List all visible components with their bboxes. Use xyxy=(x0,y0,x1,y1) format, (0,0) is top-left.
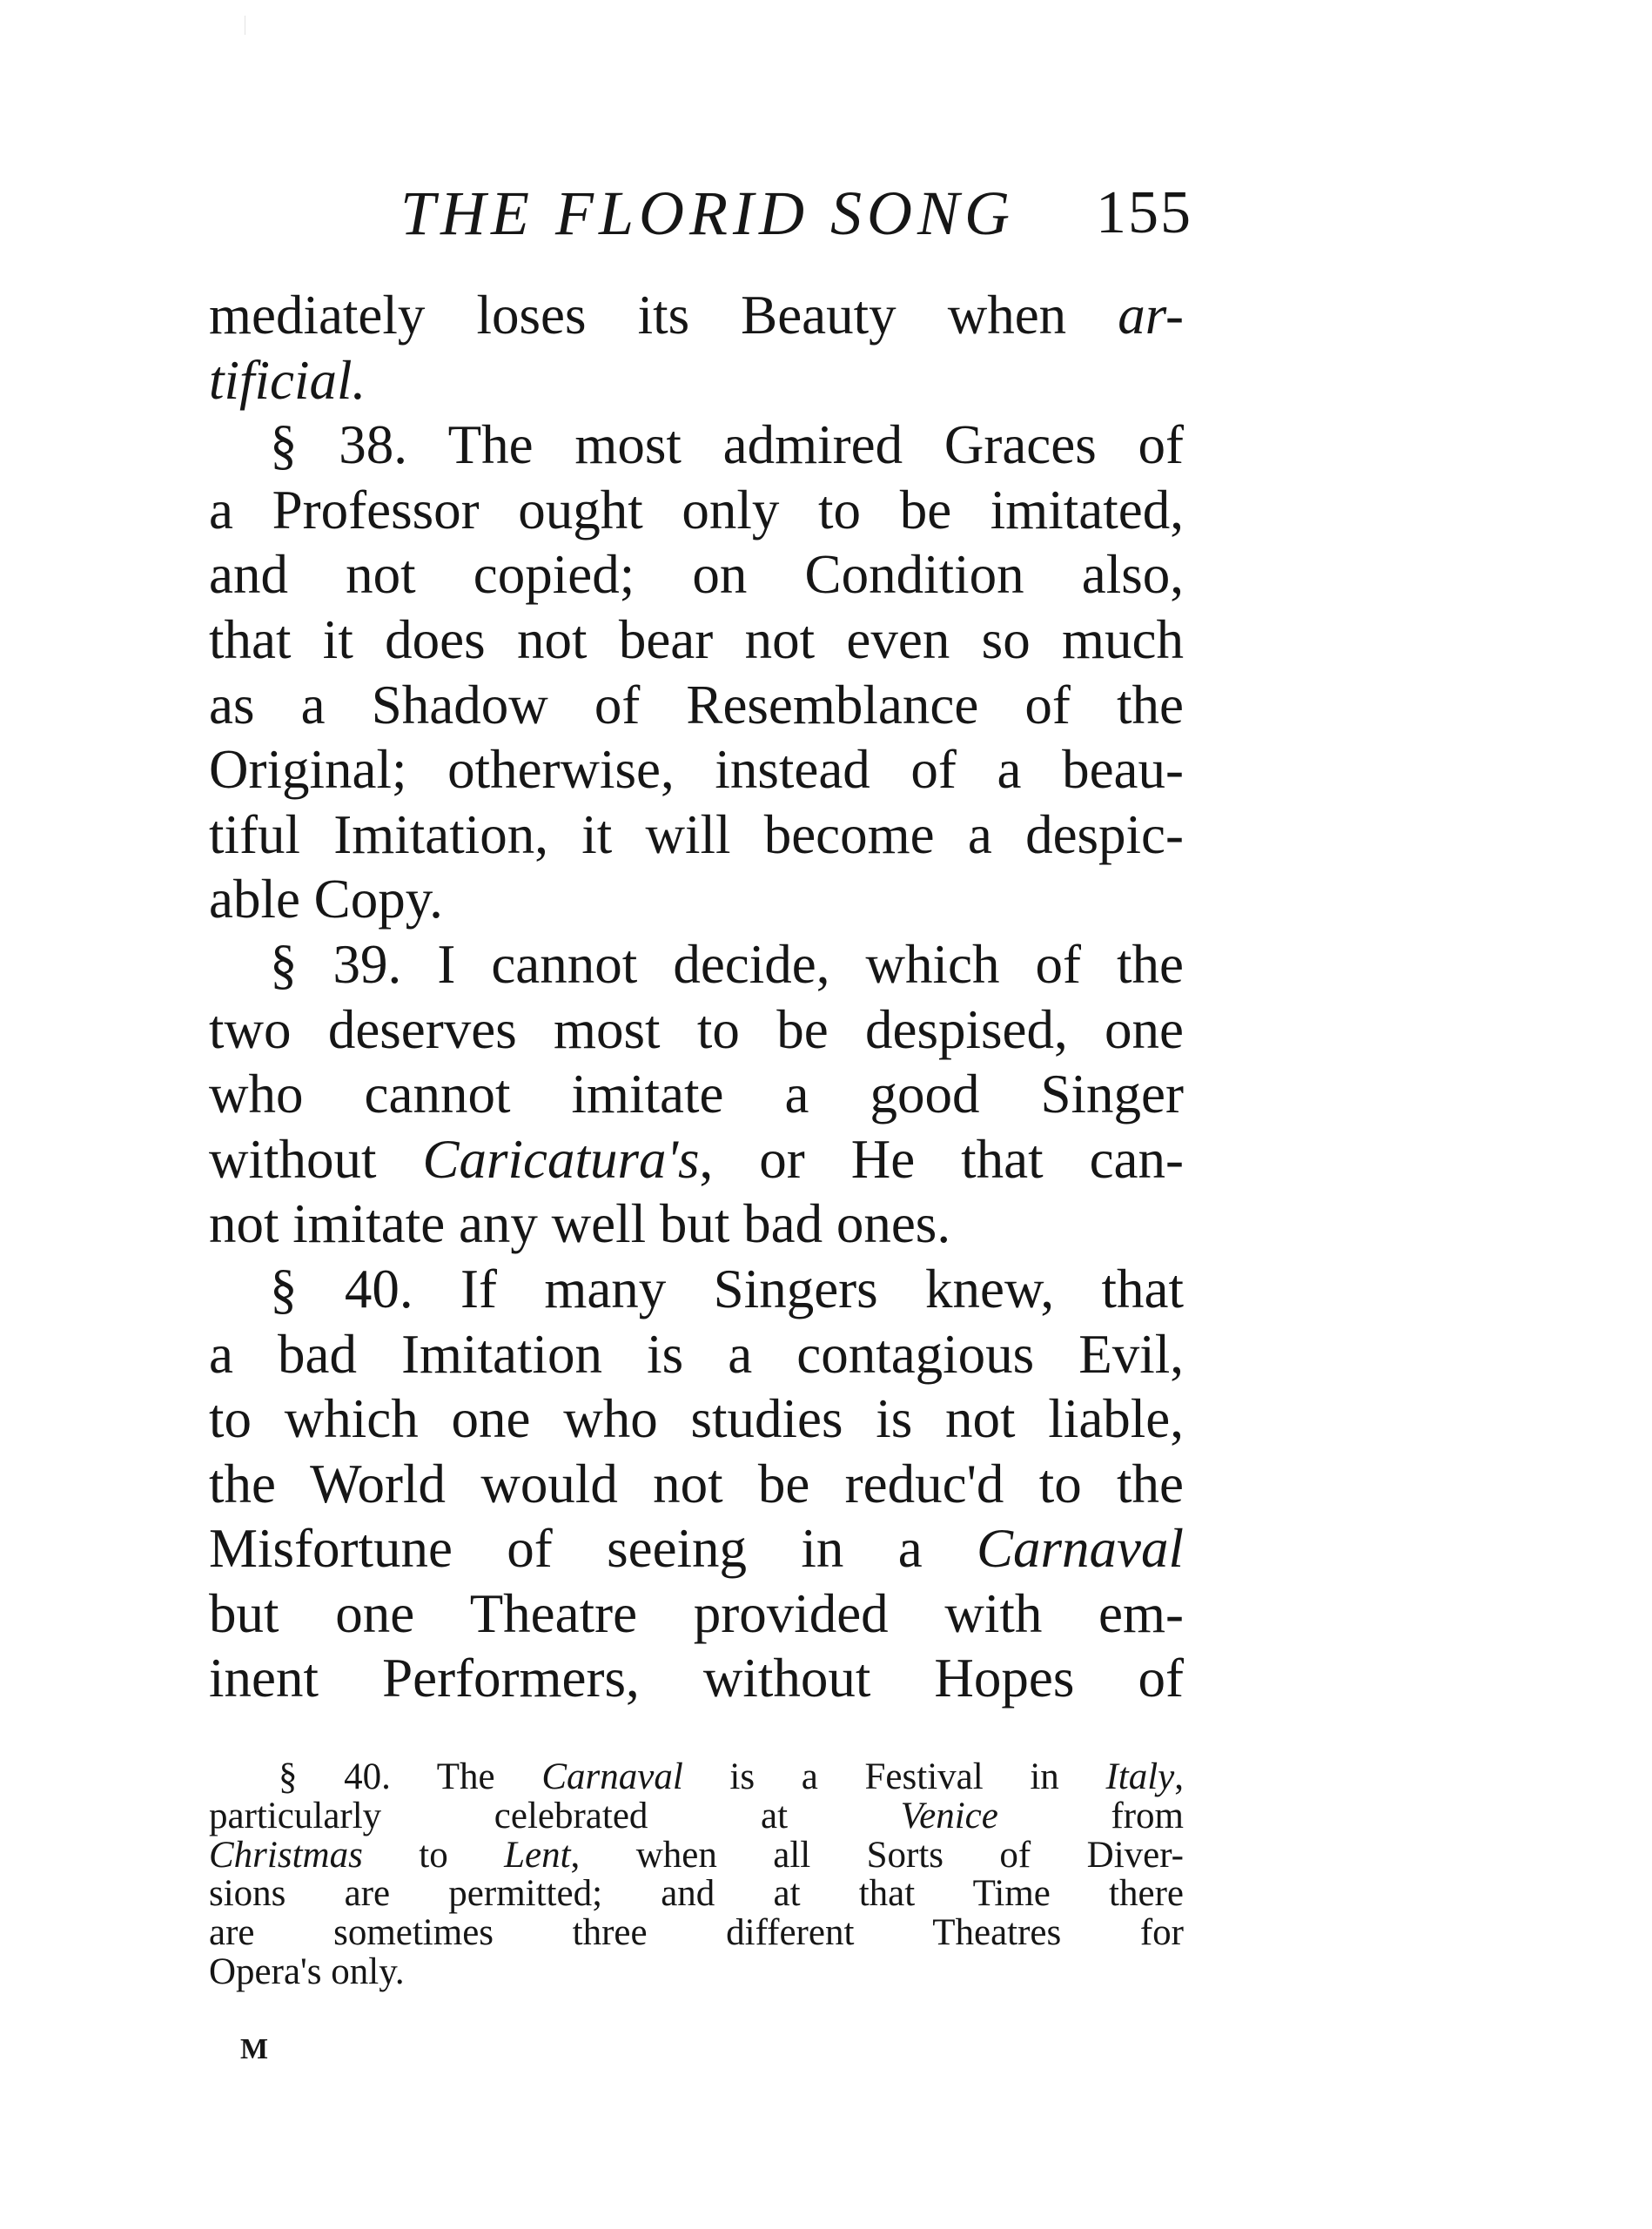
text-line: who cannot imitate a good Singer xyxy=(209,1064,1184,1125)
footnote xyxy=(209,1758,1184,1992)
text-line: without Caricatura's, or He that can- xyxy=(209,1128,1185,1190)
text-line: Misfortune of seeing in a Carnaval xyxy=(209,1518,1184,1580)
text-line: as a Shadow of Resemblance of the xyxy=(209,674,1184,735)
text-line: that it does not bear not even so much xyxy=(209,608,1184,670)
footnote-line: Opera's only. xyxy=(209,1950,405,1992)
text-line: inent Performers, without Hopes of xyxy=(209,1648,1184,1709)
footnote-line: Christmas to Lent, when all Sorts of Diver- xyxy=(209,1834,1184,1876)
paragraph-40-start: § 40. If many Singers knew, that xyxy=(270,1258,1184,1319)
paragraph-38-start: § 38. The most admired Graces of xyxy=(270,414,1184,476)
text-line: a Professor ought only to be imitated, xyxy=(209,479,1184,540)
footnote-line: particularly celebrated at Venice from xyxy=(209,1795,1184,1836)
text-line: to which one who studies is not liable, xyxy=(209,1388,1184,1450)
page-header xyxy=(209,165,1192,261)
text-line: a bad Imitation is a contagious Evil, xyxy=(209,1323,1184,1385)
text-line: two deserves most to be despised, one xyxy=(209,998,1184,1060)
footnote-line: § 40. The Carnaval is a Festival in Italy, xyxy=(279,1756,1185,1797)
page-number: 155 xyxy=(1096,179,1192,246)
text-line: able Copy. xyxy=(209,869,443,930)
text-line: Original; otherwise, instead of a beau- xyxy=(209,739,1184,801)
text-line: tificial. xyxy=(209,349,366,411)
text-line: the World would not be reduc'd to the xyxy=(209,1453,1184,1514)
text-line: tiful Imitation, it will become a despic- xyxy=(209,803,1184,865)
text-line: and not copied; on Condition also, xyxy=(209,544,1184,606)
footnote-line: are sometimes three different Theatres for xyxy=(209,1912,1184,1954)
signature-mark: M xyxy=(240,2033,269,2065)
footnote-line: sions are permitted; and at that Time there xyxy=(209,1873,1184,1915)
text-line: not imitate any well but bad ones. xyxy=(209,1193,951,1255)
body-text xyxy=(209,283,1184,1711)
text-line: mediately loses its Beauty when ar- xyxy=(209,285,1184,346)
text-line: but one Theatre provided with em- xyxy=(209,1582,1184,1644)
running-title: THE FLORID SONG xyxy=(400,178,1016,248)
paragraph-39-start: § 39. I cannot decide, which of the xyxy=(270,933,1184,995)
